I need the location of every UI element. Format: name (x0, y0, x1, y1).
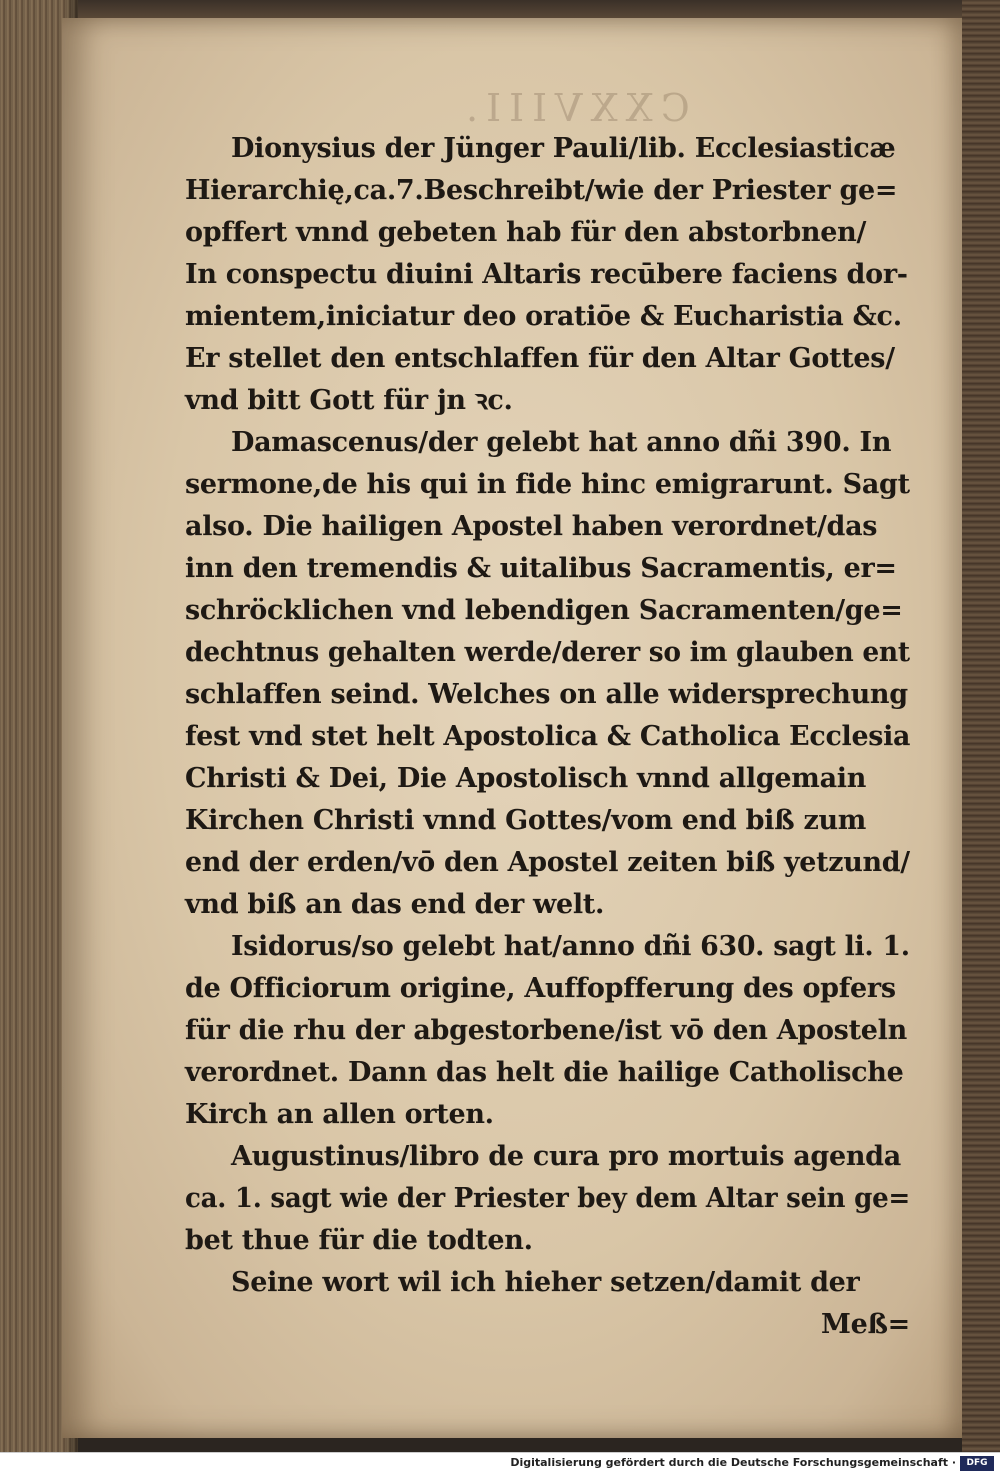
text-line: also. Die hailigen Apostel haben verordnet/das (185, 511, 878, 542)
text-line: Christi & Dei, Die Apostolisch vnnd allgemain (185, 763, 867, 794)
text-line: Isidorus/so gelebt hat/anno dñi 630. sagt li. 1. (231, 931, 910, 962)
text-line: schlaffen seind. Welches on alle widersprechung (185, 679, 908, 710)
text-line: schröcklichen vnd lebendigen Sacramenten/ge= (185, 595, 903, 626)
text-line: sermone,de his qui in fide hinc emigrarunt. Sagt (185, 469, 910, 500)
text-line: In conspectu diuini Altaris recūbere faciens dor- (185, 259, 908, 290)
text-line: fest vnd stet helt Apostolica & Catholica Ecclesia (185, 721, 911, 752)
bleed-through-header: CXXVIII. (458, 86, 690, 130)
text-line: dechtnus gehalten werde/derer so im glauben ent (185, 637, 910, 668)
text-line: opffert vnnd gebeten hab für den abstorbnen/ (185, 217, 867, 248)
text-line: bet thue für die todten. (185, 1225, 533, 1256)
text-line: Kirch an allen orten. (185, 1099, 494, 1130)
text-line: Dionysius der Jünger Pauli/lib. Ecclesiasticæ (231, 133, 896, 164)
text-line: Meß= (820, 1309, 910, 1340)
text-line: Kirchen Christi vnnd Gottes/vom end biß zum (185, 805, 867, 836)
funding-credit: Digitalisierung gefördert durch die Deutsche Forschungsgemeinschaft · (510, 1456, 956, 1469)
text-line: ca. 1. sagt wie der Priester bey dem Altar sein ge= (185, 1183, 911, 1214)
book-top-edge (78, 0, 1000, 20)
footer-bar (0, 1452, 1000, 1475)
text-line: mientem,iniciatur deo oratiōe & Eucharistia &c. (185, 301, 902, 332)
text-line: verordnet. Dann das helt die hailige Catholische (185, 1057, 904, 1088)
text-line: de Officiorum origine, Auffopfferung des opfers (185, 973, 896, 1004)
text-line: Augustinus/libro de cura pro mortuis agenda (231, 1141, 901, 1172)
text-line: Seine wort wil ich hieher setzen/damit der (231, 1267, 860, 1298)
dfg-logo: DFG (960, 1456, 994, 1471)
book-binding-right (962, 0, 1000, 1452)
text-line: Damascenus/der gelebt hat anno dñi 390. In (231, 427, 892, 458)
text-line: vnd bitt Gott für jn ꝛc. (185, 385, 513, 416)
text-line: für die rhu der abgestorbene/ist vō den Aposteln (185, 1015, 907, 1046)
text-line: vnd biß an das end der welt. (185, 889, 605, 920)
page-text (185, 128, 910, 1346)
text-line: Hierarchię,ca.7.Beschreibt/wie der Priester ge= (185, 175, 898, 206)
text-line: inn den tremendis & uitalibus Sacramentis, er= (185, 553, 897, 584)
text-line: Er stellet den entschlaffen für den Altar Gottes/ (185, 343, 895, 374)
text-line: end der erden/vō den Apostel zeiten biß yetzund/ (185, 847, 910, 878)
